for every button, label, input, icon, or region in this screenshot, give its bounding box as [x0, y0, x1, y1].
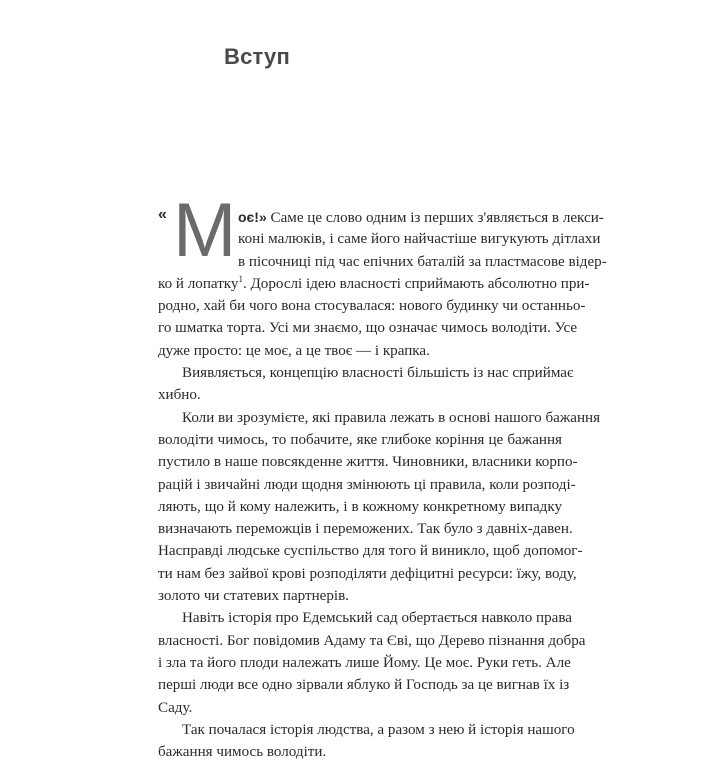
- paragraph-3-line-9: золото чи статевих партнерів.: [158, 588, 350, 605]
- paragraph-2-line-2: хибно.: [158, 387, 201, 404]
- chapter-heading: Вступ: [224, 44, 290, 69]
- paragraph-1-line-7: дуже просто: це моє, а це твоє — і крапка.: [158, 342, 430, 359]
- paragraph-4-line-2: власності. Бог повідомив Адаму та Єві, що Дерево пізнання добра: [158, 632, 586, 649]
- drop-cap-open-quote: «: [158, 206, 167, 223]
- footnote-marker: 1: [238, 273, 243, 284]
- paragraph-5-line-1: Так почалася історія людства, а разом з нею й історія нашого: [182, 721, 575, 738]
- paragraph-1-line-2: коні малюків, і саме його найчастіше вигукують дітлахи: [238, 231, 601, 248]
- paragraph-3-line-3: пустило в наше повсякденне життя. Чиновники, власники корпо-: [158, 454, 578, 471]
- paragraph-4-line-5: Саду.: [158, 699, 193, 716]
- drop-cap-letter: М: [173, 188, 237, 273]
- paragraph-1-line-3: в пісочниці під час епічних баталій за пластмасове відер-: [238, 253, 607, 270]
- paragraph-3-line-7: Насправді людське суспільство для того й виникло, щоб допомог-: [158, 543, 583, 560]
- body-text: [158, 206, 607, 763]
- paragraph-3-line-4: рацій і звичайні люди щодня змінюють ці правила, коли розподі-: [158, 476, 576, 493]
- paragraph-3-line-1: Коли ви зрозумієте, які правила лежать в основі нашого бажання: [182, 409, 601, 426]
- paragraph-3-line-6: визначають переможців і переможених. Так було з давніх-давен.: [158, 521, 573, 538]
- paragraph-1-line-4: ко й лопатку$^1$. Дорослі ідею власності сприймають абсолютно при-: [158, 273, 590, 292]
- paragraph-5-line-2: бажання чимось володіти.: [158, 744, 327, 761]
- paragraph-2-line-1: Виявляється, концепцію власності більшість із нас сприймає: [182, 365, 574, 382]
- paragraph-1-line-5: родно, хай би чого вона стосувалася: нового будинку чи останньо-: [158, 298, 586, 315]
- paragraph-3-line-5: ляють, що й кому належить, і в кожному конкретному випадку: [158, 498, 562, 515]
- paragraph-3-line-8: ти нам без зайвої крові розподіляти дефіцитні ресурси: їжу, воду,: [158, 565, 577, 582]
- paragraph-4-line-4: перші люди все одно зірвали яблуко й Господь за це вигнав їх із: [158, 677, 570, 694]
- paragraph-1-line-6: го шматка торта. Усі ми знаємо, що означає чимось володіти. Усе: [158, 320, 578, 337]
- paragraph-4-line-3: і зла та його плоди належать лише Йому. Це моє. Руки геть. Але: [158, 654, 571, 671]
- paragraph-1-line-1: оє!» Саме це слово одним із перших з'являється в лекси-: [238, 209, 604, 226]
- paragraph-4-line-1: Навіть історія про Едемський сад обертається навколо права: [182, 610, 572, 627]
- paragraph-3-line-2: володіти чимось, то побачите, яке глибоке коріння це бажання: [158, 431, 562, 448]
- drop-cap-rest: оє!»: [238, 209, 267, 225]
